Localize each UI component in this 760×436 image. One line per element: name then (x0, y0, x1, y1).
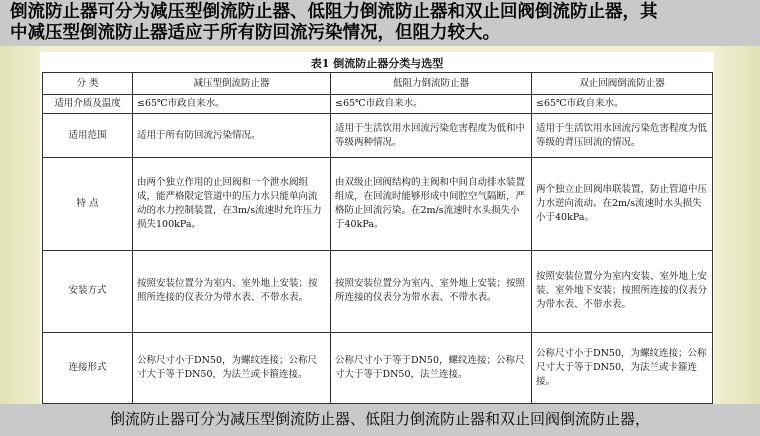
header-double-check-valve: 双止回阀倒流防止器 (532, 73, 713, 95)
table-cell: 两个独立止回阀串联装置，防止管道中压力水逆向流动。在2m/s流速时水头损失小于40kPa。 (532, 158, 713, 250)
row-label-scope: 适用范围 (43, 113, 133, 157)
table-cell: 按照安装位置分为室内、室外地上安装；按照所连接的仪表分为带水表、不带水表。 (133, 250, 331, 332)
table-cell: 公称尺寸小于等于DN50，螺纹连接；公称尺寸大于等于DN50，法兰连接。 (331, 332, 532, 403)
row-label-installation: 安装方式 (43, 250, 133, 332)
row-label-medium: 适用介质及温度 (43, 95, 133, 114)
table-row (43, 113, 713, 157)
top-caption-line-2: 中减压型倒流防止器适应于所有防回流污染情况，但阻力较大。 (10, 23, 500, 43)
table-title: 表1 倒流防止器分类与选型 (310, 57, 444, 70)
table-cell: 公称尺寸小于DN50，为螺纹连接；公称尺寸大于等于DN50，为法兰或卡箍连接。 (532, 332, 713, 403)
header-category: 分 类 (43, 73, 133, 95)
table-cell: 按照安装位置分为室内、室外地上安装；按照所连接的仪表分为带水表、不带水表。 (331, 250, 532, 332)
table-row (43, 95, 713, 114)
table-row (43, 332, 713, 403)
table-cell: ≤65℃市政自来水。 (331, 95, 532, 114)
backflow-preventer-table (42, 72, 713, 404)
table-cell: ≤65℃市政自来水。 (133, 95, 331, 114)
table-cell: 适用于生活饮用水回流污染危害程度为低和中等级两种情况。 (331, 113, 532, 157)
row-label-connection: 连接形式 (43, 332, 133, 403)
table-cell: 公称尺寸小于DN50，为螺纹连接；公称尺寸大于等于DN50，为法兰或卡箍连接。 (133, 332, 331, 403)
table-cell: ≤65℃市政自来水。 (532, 95, 713, 114)
table-row (43, 250, 713, 332)
top-caption-banner (0, 0, 760, 46)
bottom-caption-text: 倒流防止器可分为减压型倒流防止器、低阻力倒流防止器和双止回阀倒流防止器， (109, 410, 650, 428)
header-low-resistance: 低阻力倒流防止器 (331, 73, 532, 95)
table-cell: 由双级止回阀结构的主阀和中间自动排水装置组成，在回流时能够形成中间腔空气隔断，严格防止回流污染。在2m/s流速时水头损失小于40kPa。 (331, 158, 532, 250)
background-left (0, 0, 40, 436)
table-row (43, 158, 713, 250)
table-cell: 适用于生活饮用水回流污染危害程度为低等级的背压回流的情况。 (532, 113, 713, 157)
top-caption-line-1: 倒流防止器可分为减压型倒流防止器、低阻力倒流防止器和双止回阀倒流防止器，其 (10, 2, 658, 22)
table-cell: 由两个独立作用的止回阀和一个泄水阀组成，能严格限定管道中的压力水只能单向流动的水力控制装置，在3m/s流速时允许压力损失100kPa。 (133, 158, 331, 250)
table-cell: 适用于所有防回流污染情况。 (133, 113, 331, 157)
table-header-row (43, 73, 713, 95)
document-image-panel (40, 52, 714, 404)
table-cell: 按照安装位置分为室内安装、室外地上安装、室外地下安装；按照所连接的仪表分为带水表、不带水表。 (532, 250, 713, 332)
header-reduced-pressure: 减压型倒流防止器 (133, 73, 331, 95)
background-right (720, 0, 760, 436)
bottom-caption-banner (0, 404, 760, 436)
row-label-features: 特 点 (43, 158, 133, 250)
